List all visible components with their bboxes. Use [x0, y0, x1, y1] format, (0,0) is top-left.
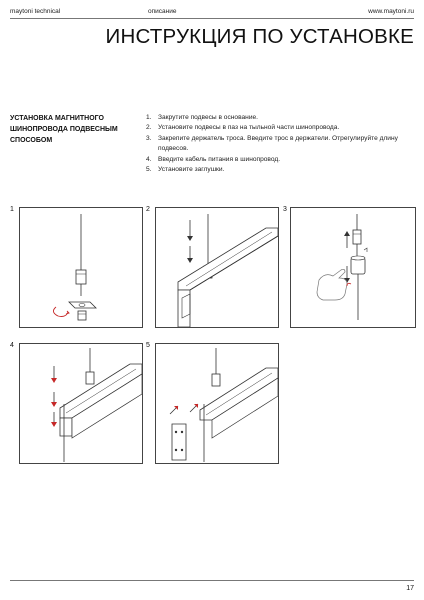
- step-item: [146, 165, 416, 175]
- figure-number: 2: [146, 206, 150, 213]
- figure-number: 5: [146, 342, 150, 349]
- end-cap-install-icon: [156, 344, 278, 463]
- suspension-mount-icon: [20, 208, 142, 327]
- cable-holder-adjust-icon: [291, 208, 415, 327]
- step-text: Закрепите держатель троса. Введите трос в держатели. Отрегулируйте длину подвесов.: [158, 134, 398, 153]
- figure-number: 4: [10, 342, 14, 349]
- step-number: 4.: [146, 155, 152, 163]
- figure-number: 1: [10, 206, 14, 213]
- figure-panel-5: [155, 343, 279, 464]
- brand-label: maytoni technical: [10, 8, 61, 15]
- step-text: Установите заглушки.: [158, 166, 225, 174]
- step-number: 5.: [146, 166, 152, 174]
- page-number: 17: [406, 585, 414, 592]
- section-heading: УСТАНОВКА МАГНИТНОГО ШИНОПРОВОДА ПОДВЕСНЫМ СПОСОБОМ: [10, 115, 118, 144]
- figure-number: 3: [283, 206, 287, 213]
- step-item: [146, 155, 416, 165]
- track-insert-icon: [156, 208, 278, 327]
- figure-panel-4: [19, 343, 143, 464]
- step-text: Введите кабель питания в шинопровод.: [158, 155, 281, 163]
- step-number: 2.: [146, 124, 152, 132]
- step-text: Закрутите подвесы в основание.: [158, 114, 259, 121]
- step-number: 1.: [146, 114, 152, 121]
- figure-panel-2: [155, 207, 279, 328]
- step-item: [146, 134, 416, 155]
- step-item: [146, 123, 416, 133]
- power-cable-insert-icon: [20, 344, 142, 463]
- footer-divider: [10, 580, 414, 581]
- step-number: 3.: [146, 134, 152, 142]
- page-title: ИНСТРУКЦИЯ ПО УСТАНОВКЕ: [105, 25, 414, 48]
- figure-panel-3: [290, 207, 416, 328]
- site-link[interactable]: www.maytoni.ru: [368, 8, 414, 15]
- step-text: Установите подвесы в паз на тыльной части шинопровода.: [158, 124, 340, 132]
- header-divider: [10, 18, 414, 19]
- figure-panel-1: [19, 207, 143, 328]
- step-item: [146, 113, 416, 123]
- section-label: описание: [148, 8, 177, 15]
- instruction-steps: [146, 113, 416, 175]
